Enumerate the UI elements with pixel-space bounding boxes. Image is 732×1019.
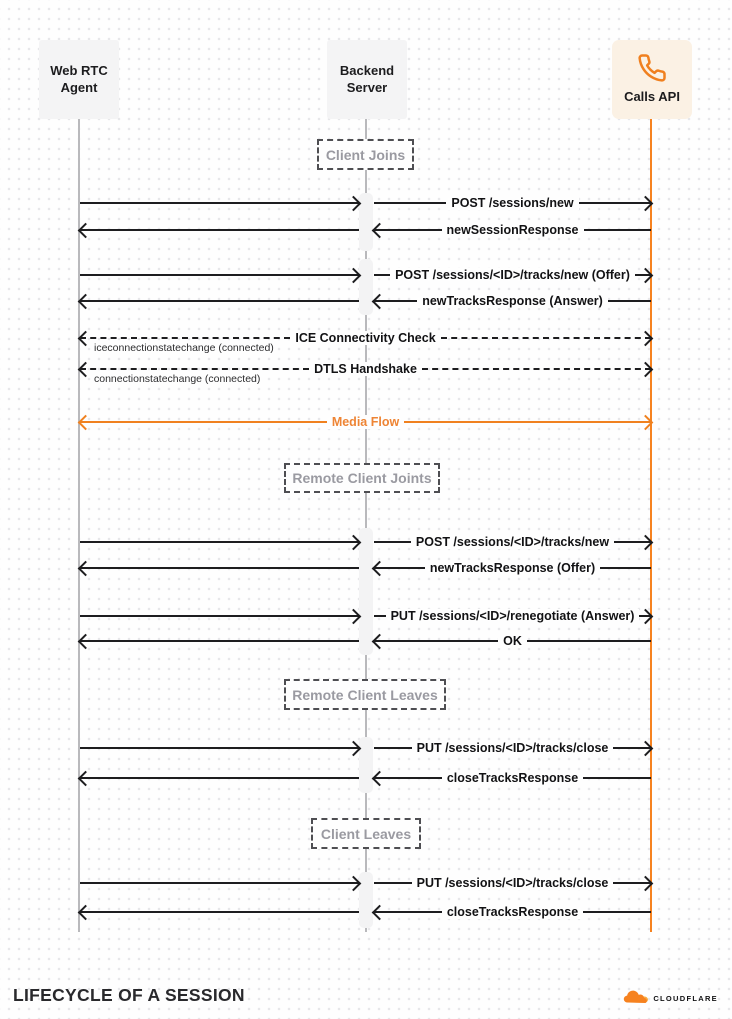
response-arrow: [80, 770, 359, 786]
event-iceconnectionstatechange: iceconnectionstatechange (connected): [94, 342, 274, 354]
arrowhead-right-icon: [638, 608, 654, 624]
request-arrow: [80, 875, 359, 891]
phase-label: Remote Client Leaves: [292, 686, 438, 703]
actor-label: Web RTC Agent: [50, 62, 108, 95]
arrowhead-right-icon: [638, 740, 654, 756]
arrow-put-tracks-close-2: [374, 875, 651, 891]
arrowhead-left-icon: [372, 633, 388, 649]
message-label: closeTracksResponse: [442, 771, 583, 785]
response-arrow: [80, 904, 359, 920]
phase-client-leaves: [311, 818, 421, 849]
arrowhead-right-icon: [346, 875, 362, 891]
request-arrow: [80, 534, 359, 550]
arrowhead-left-icon: [78, 414, 94, 430]
actor-calls-api: [612, 40, 692, 119]
actor-label: Calls API: [624, 89, 680, 105]
activation-bar: [359, 528, 373, 655]
arrowhead-left-icon: [78, 633, 94, 649]
event-connectionstatechange: connectionstatechange (connected): [94, 373, 261, 385]
arrowhead-left-icon: [78, 560, 94, 576]
request-arrow: [80, 608, 359, 624]
arrow-close-tracks-response: [374, 770, 651, 786]
phase-client-joins: [317, 139, 414, 170]
message-label: POST /sessions/<ID>/tracks/new (Offer): [390, 268, 635, 282]
arrow-post-tracks-new-offer: [374, 267, 651, 283]
request-arrow: [80, 195, 359, 211]
arrow-new-session-response: [374, 222, 651, 238]
cloudflare-wordmark: CLOUDFLARE: [653, 994, 718, 1003]
arrow-post-tracks-new: [374, 534, 651, 550]
arrowhead-right-icon: [346, 740, 362, 756]
message-label: ICE Connectivity Check: [290, 331, 440, 345]
activation-bar: [359, 193, 373, 251]
arrowhead-right-icon: [638, 267, 654, 283]
arrowhead-right-icon: [638, 195, 654, 211]
actor-label: Backend Server: [339, 62, 395, 95]
arrow-new-tracks-response-offer: [374, 560, 651, 576]
arrowhead-left-icon: [372, 560, 388, 576]
arrow-new-tracks-response-answer: [374, 293, 651, 309]
lifeline-calls-api: [650, 119, 652, 932]
message-label: newTracksResponse (Answer): [417, 294, 608, 308]
phase-label: Remote Client Joints: [292, 470, 432, 486]
request-arrow: [80, 267, 359, 283]
response-arrow: [80, 293, 359, 309]
arrowhead-left-icon: [78, 904, 94, 920]
phase-label: Client Leaves: [320, 825, 412, 842]
activation-bar: [359, 872, 373, 928]
arrowhead-right-icon: [346, 195, 362, 211]
arrowhead-right-icon: [638, 534, 654, 550]
arrowhead-right-icon: [638, 330, 654, 346]
cloudflare-cloud-icon: [622, 988, 649, 1005]
phase-remote-client-leaves: [284, 679, 446, 710]
lifeline-web-rtc-agent: [78, 119, 80, 932]
page-title: LIFECYCLE OF A SESSION: [13, 985, 245, 1005]
arrowhead-left-icon: [372, 770, 388, 786]
message-label: closeTracksResponse: [442, 905, 583, 919]
arrowhead-right-icon: [346, 267, 362, 283]
arrow-put-renegotiate-answer: [374, 608, 651, 624]
arrow-put-tracks-close: [374, 740, 651, 756]
response-arrow: [80, 222, 359, 238]
cloudflare-logo: [622, 988, 718, 1005]
arrowhead-left-icon: [78, 330, 94, 346]
arrow-media-flow: [80, 414, 651, 430]
arrow-close-tracks-response-2: [374, 904, 651, 920]
arrow-ok: [374, 633, 651, 649]
phase-remote-client-joints: [284, 463, 440, 493]
arrowhead-left-icon: [372, 904, 388, 920]
message-label: PUT /sessions/<ID>/renegotiate (Answer): [386, 609, 640, 623]
message-label: OK: [498, 634, 527, 648]
arrow-post-sessions-new: [374, 195, 651, 211]
actor-web-rtc-agent: [39, 40, 119, 119]
phone-icon: [637, 53, 667, 83]
response-arrow: [80, 633, 359, 649]
arrowhead-left-icon: [78, 361, 94, 377]
message-label: POST /sessions/new: [446, 196, 578, 210]
arrowhead-right-icon: [638, 361, 654, 377]
activation-bar: [359, 737, 373, 793]
message-label: PUT /sessions/<ID>/tracks/close: [412, 876, 614, 890]
phase-label: Client Joins: [325, 146, 406, 163]
activation-bar: [359, 259, 373, 315]
message-label: newSessionResponse: [442, 223, 584, 237]
arrowhead-left-icon: [78, 770, 94, 786]
response-arrow: [80, 560, 359, 576]
actor-backend-server: [327, 40, 407, 119]
arrowhead-left-icon: [372, 222, 388, 238]
message-label: PUT /sessions/<ID>/tracks/close: [412, 741, 614, 755]
arrowhead-left-icon: [372, 293, 388, 309]
request-arrow: [80, 740, 359, 756]
message-label: POST /sessions/<ID>/tracks/new: [411, 535, 614, 549]
arrowhead-right-icon: [638, 875, 654, 891]
message-label: Media Flow: [327, 415, 404, 429]
arrowhead-right-icon: [346, 608, 362, 624]
arrowhead-left-icon: [78, 293, 94, 309]
arrowhead-right-icon: [346, 534, 362, 550]
message-label: newTracksResponse (Offer): [425, 561, 600, 575]
arrowhead-right-icon: [638, 414, 654, 430]
message-label: DTLS Handshake: [309, 362, 422, 376]
arrowhead-left-icon: [78, 222, 94, 238]
